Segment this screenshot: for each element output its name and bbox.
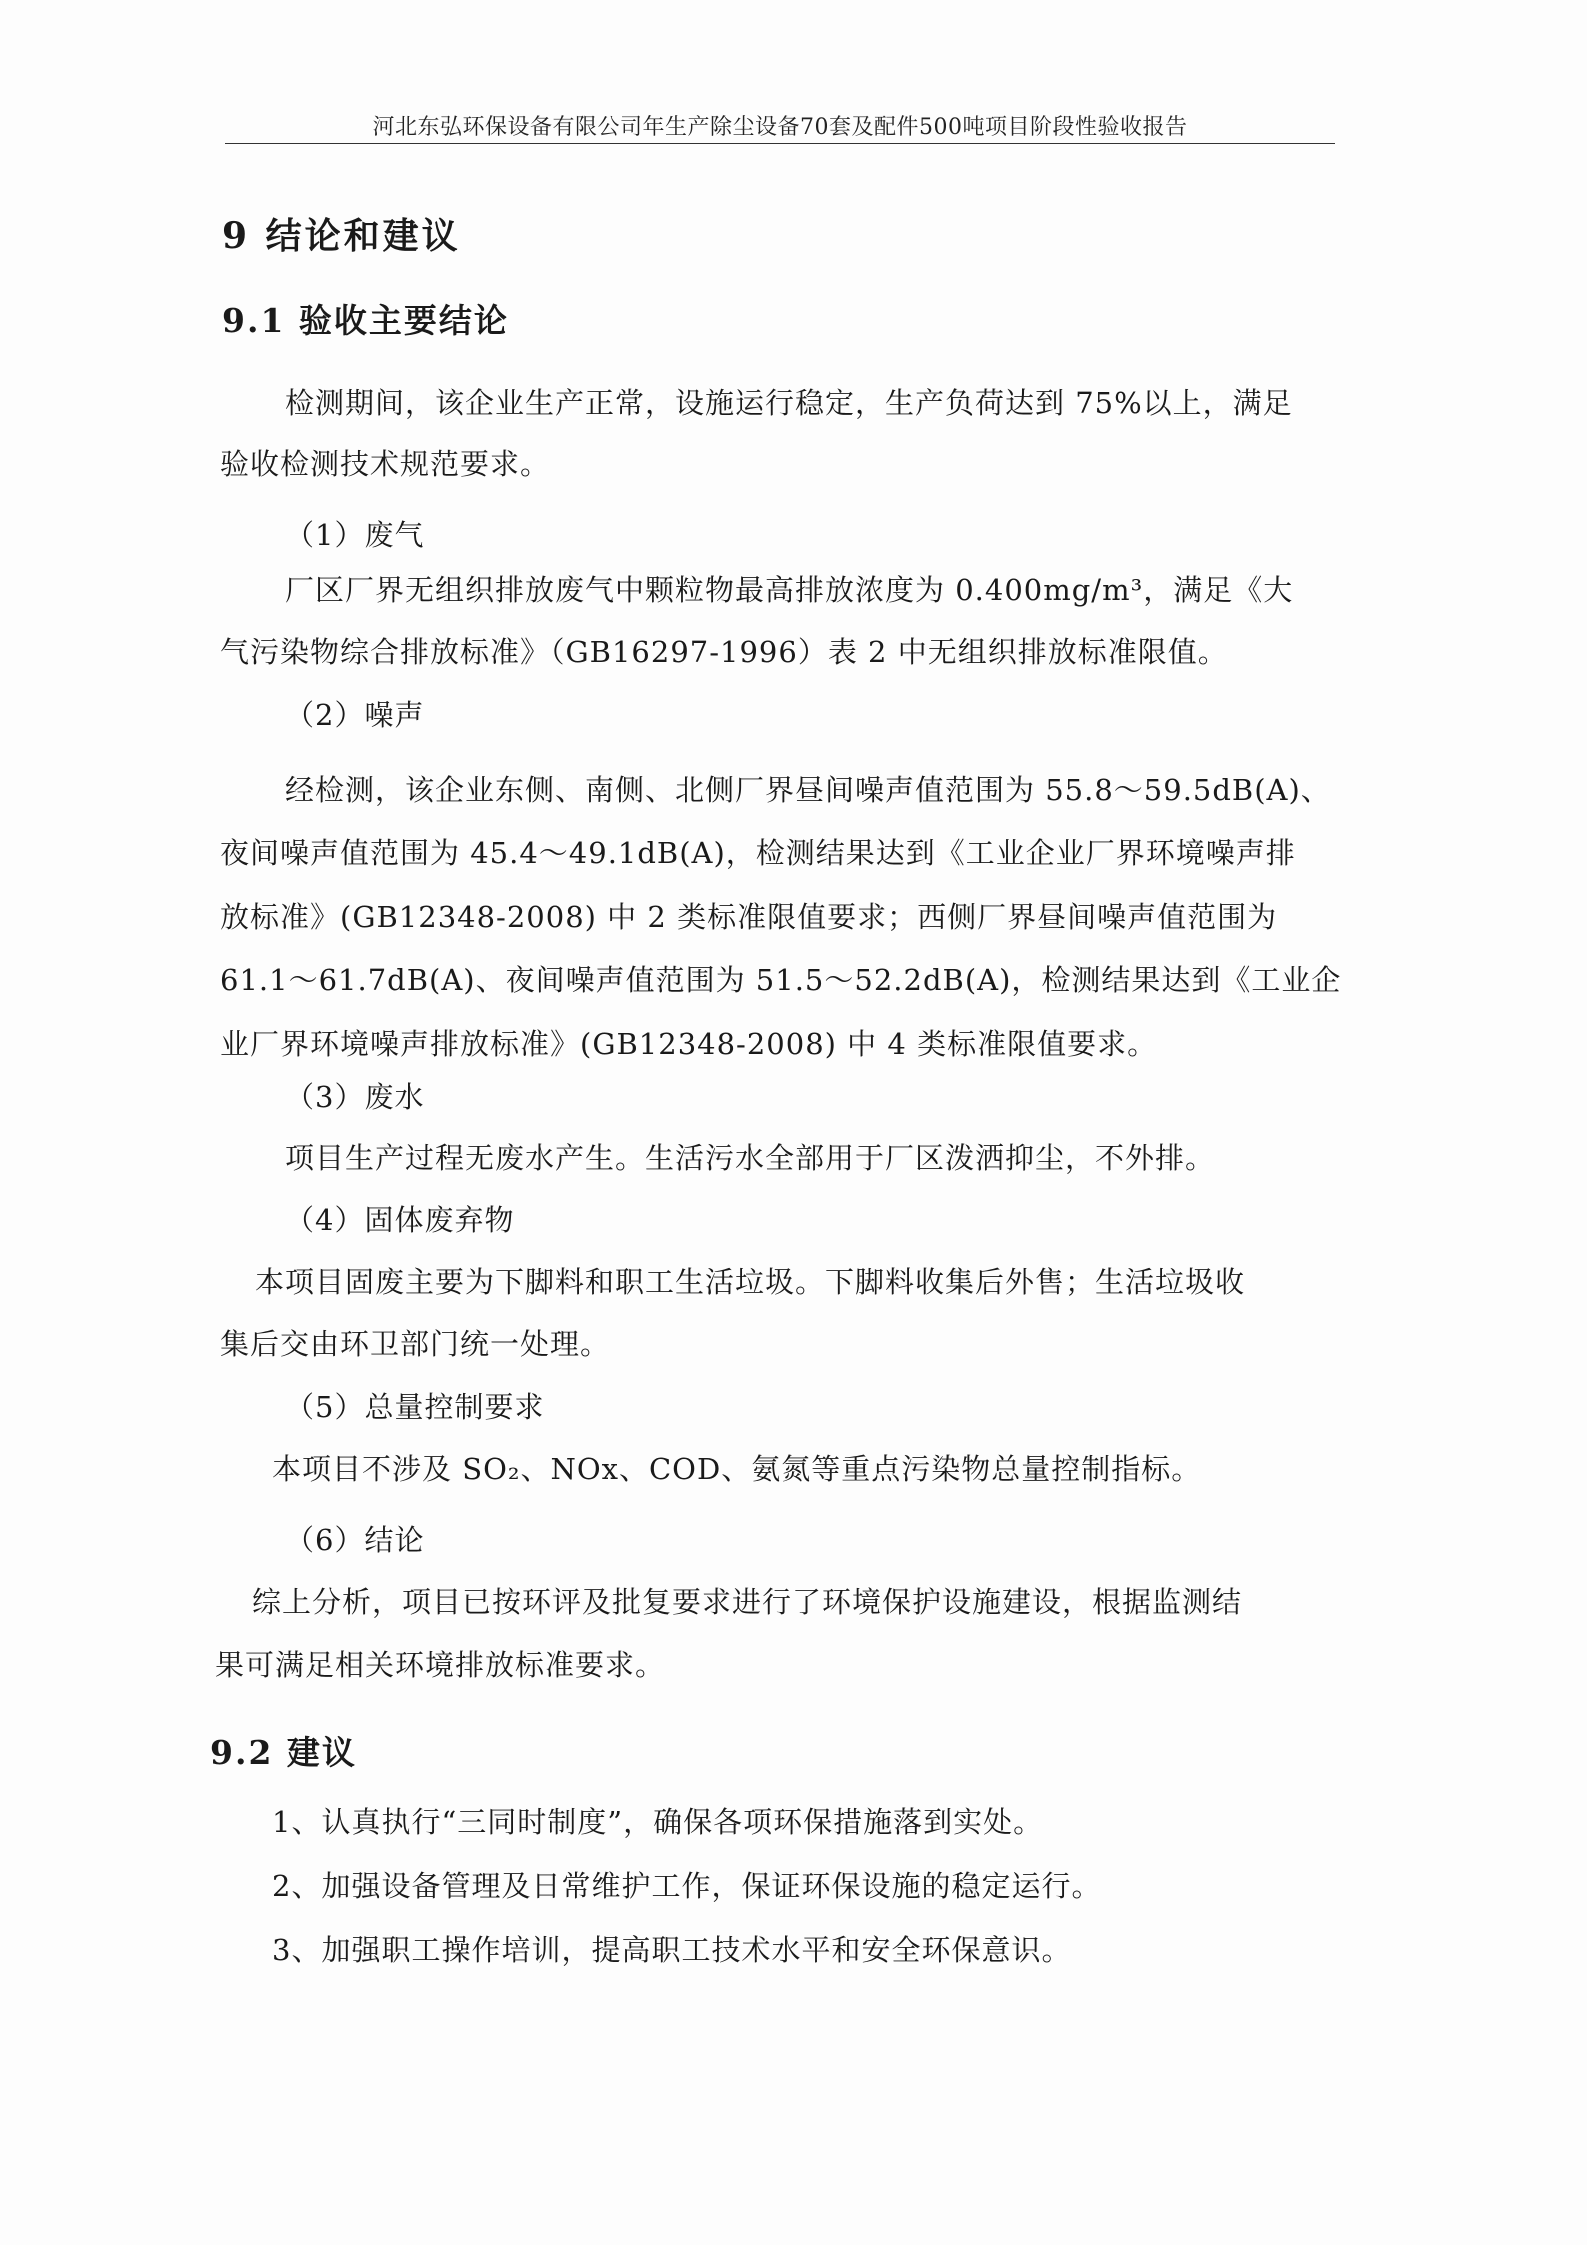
subheading-wastewater: （3）废水 (285, 1080, 425, 1114)
suggestion-item-3: 3、加强职工操作培训，提高职工技术水平和安全环保意识。 (272, 1933, 1072, 1967)
intro-line-1: 检测期间，该企业生产正常，设施运行稳定，生产负荷达到 75%以上，满足 (285, 386, 1293, 420)
intro-line-2: 验收检测技术规范要求。 (220, 447, 551, 481)
noise-line-3: 放标准》(GB12348-2008) 中 2 类标准限值要求；西侧厂界昼间噪声值范围为 (220, 900, 1278, 934)
running-header: 河北东弘环保设备有限公司年生产除尘设备70套及配件500吨项目阶段性验收报告 (372, 115, 1188, 140)
noise-line-1: 经检测，该企业东侧、南侧、北侧厂界昼间噪声值范围为 55.8～59.5dB(A)、 (285, 773, 1331, 807)
subheading-total-control: （5）总量控制要求 (285, 1390, 545, 1424)
noise-line-2: 夜间噪声值范围为 45.4～49.1dB(A)，检测结果达到《工业企业厂界环境噪声排 (220, 836, 1296, 870)
exhaust-line-2: 气污染物综合排放标准》（GB16297-1996）表 2 中无组织排放标准限值。 (220, 635, 1228, 669)
noise-line-4: 61.1～61.7dB(A)、夜间噪声值范围为 51.5～52.2dB(A)，检测结果达到《工业企 (220, 963, 1342, 997)
subheading-noise: （2）噪声 (285, 698, 425, 732)
header-divider (225, 143, 1335, 144)
chapter-title: 9 结论和建议 (222, 215, 461, 257)
section-9-2-title: 9.2 建议 (210, 1733, 357, 1772)
conclusion-line-2: 果可满足相关环境排放标准要求。 (215, 1648, 666, 1682)
subheading-conclusion: （6）结论 (285, 1523, 425, 1557)
conclusion-line-1: 综上分析，项目已按环评及批复要求进行了环境保护设施建设，根据监测结 (252, 1585, 1243, 1619)
noise-line-5: 业厂界环境噪声排放标准》(GB12348-2008) 中 4 类标准限值要求。 (220, 1027, 1158, 1061)
wastewater-line: 项目生产过程无废水产生。生活污水全部用于厂区泼洒抑尘，不外排。 (285, 1141, 1216, 1175)
suggestion-item-2: 2、加强设备管理及日常维护工作，保证环保设施的稳定运行。 (272, 1869, 1102, 1903)
exhaust-line-1: 厂区厂界无组织排放废气中颗粒物最高排放浓度为 0.400mg/m³，满足《大 (285, 573, 1294, 607)
suggestion-item-1: 1、认真执行“三同时制度”，确保各项环保措施落到实处。 (272, 1805, 1044, 1839)
section-9-1-title: 9.1 验收主要结论 (222, 301, 509, 340)
solid-line-2: 集后交由环卫部门统一处理。 (220, 1327, 611, 1361)
subheading-exhaust: （1）废气 (285, 518, 425, 552)
solid-line-1: 本项目固废主要为下脚料和职工生活垃圾。下脚料收集后外售；生活垃圾收 (255, 1265, 1246, 1299)
total-control-line: 本项目不涉及 SO₂、NOx、COD、氨氮等重点污染物总量控制指标。 (272, 1452, 1202, 1486)
subheading-solid-waste: （4）固体废弃物 (285, 1203, 515, 1237)
